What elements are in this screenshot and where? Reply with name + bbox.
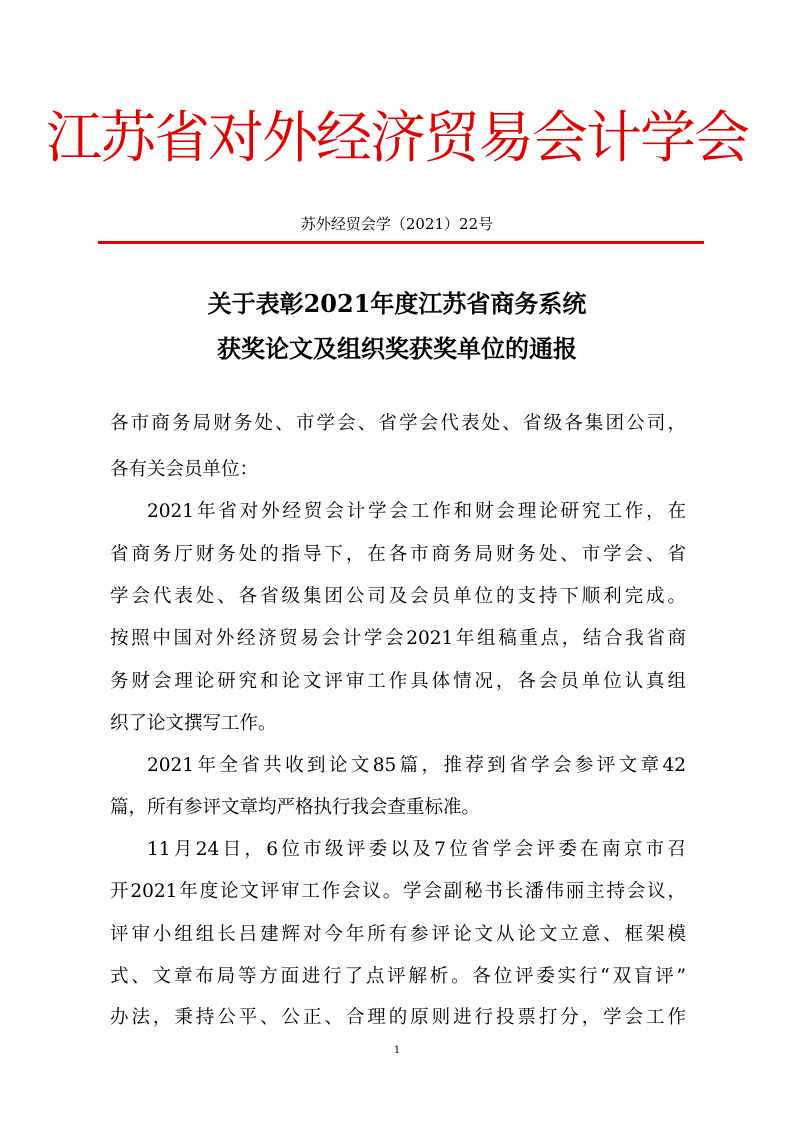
body-line: 各有关会员单位： — [110, 459, 259, 480]
red-separator-line — [98, 241, 704, 244]
page-number: 1 — [393, 1045, 401, 1056]
body-line: 篇，所有参评文章均严格执行我会查重标准。 — [110, 797, 481, 818]
body-line: 务财会理论研究和论文评审工作具体情况，各会员单位认真组 — [110, 671, 686, 692]
org-name-header: 江苏省对外经济贸易会计学会 — [46, 106, 748, 171]
notice-title-line-2: 获奖论文及组织奖获奖单位的通报 — [217, 334, 577, 363]
body-line: 学会代表处、各省级集团公司及会员单位的支持下顺利完成。 — [110, 586, 686, 607]
body-line: 11月24日，6位市级评委以及7位省学会评委在南京市召 — [147, 839, 686, 860]
body-line: 式、文章布局等方面进行了点评解析。各位评委实行“双盲评” — [110, 966, 686, 987]
body-line: 按照中国对外经济贸易会计学会2021年组稿重点，结合我省商 — [110, 628, 686, 649]
document-number: 苏外经贸会学（2021）22号 — [300, 215, 494, 233]
body-line: 省商务厅财务处的指导下，在各市商务局财务处、市学会、省 — [110, 544, 686, 565]
body-line: 2021年全省共收到论文85篇，推荐到省学会参评文章42 — [147, 755, 686, 776]
body-line: 各市商务局财务处、市学会、省学会代表处、省级各集团公司， — [110, 413, 686, 434]
body-line: 开2021年度论文评审工作会议。学会副秘书长潘伟丽主持会议， — [110, 881, 686, 902]
body-line: 评审小组组长吕建辉对今年所有参评论文从论文立意、框架模 — [110, 924, 686, 945]
notice-title-line-1: 关于表彰2021年度江苏省商务系统 — [207, 289, 587, 318]
body-line: 2021年省对外经贸会计学会工作和财会理论研究工作，在 — [147, 501, 686, 522]
body-line: 办法，秉持公平、公正、合理的原则进行投票打分，学会工作 — [110, 1007, 686, 1028]
body-line: 织了论文撰写工作。 — [110, 713, 277, 734]
